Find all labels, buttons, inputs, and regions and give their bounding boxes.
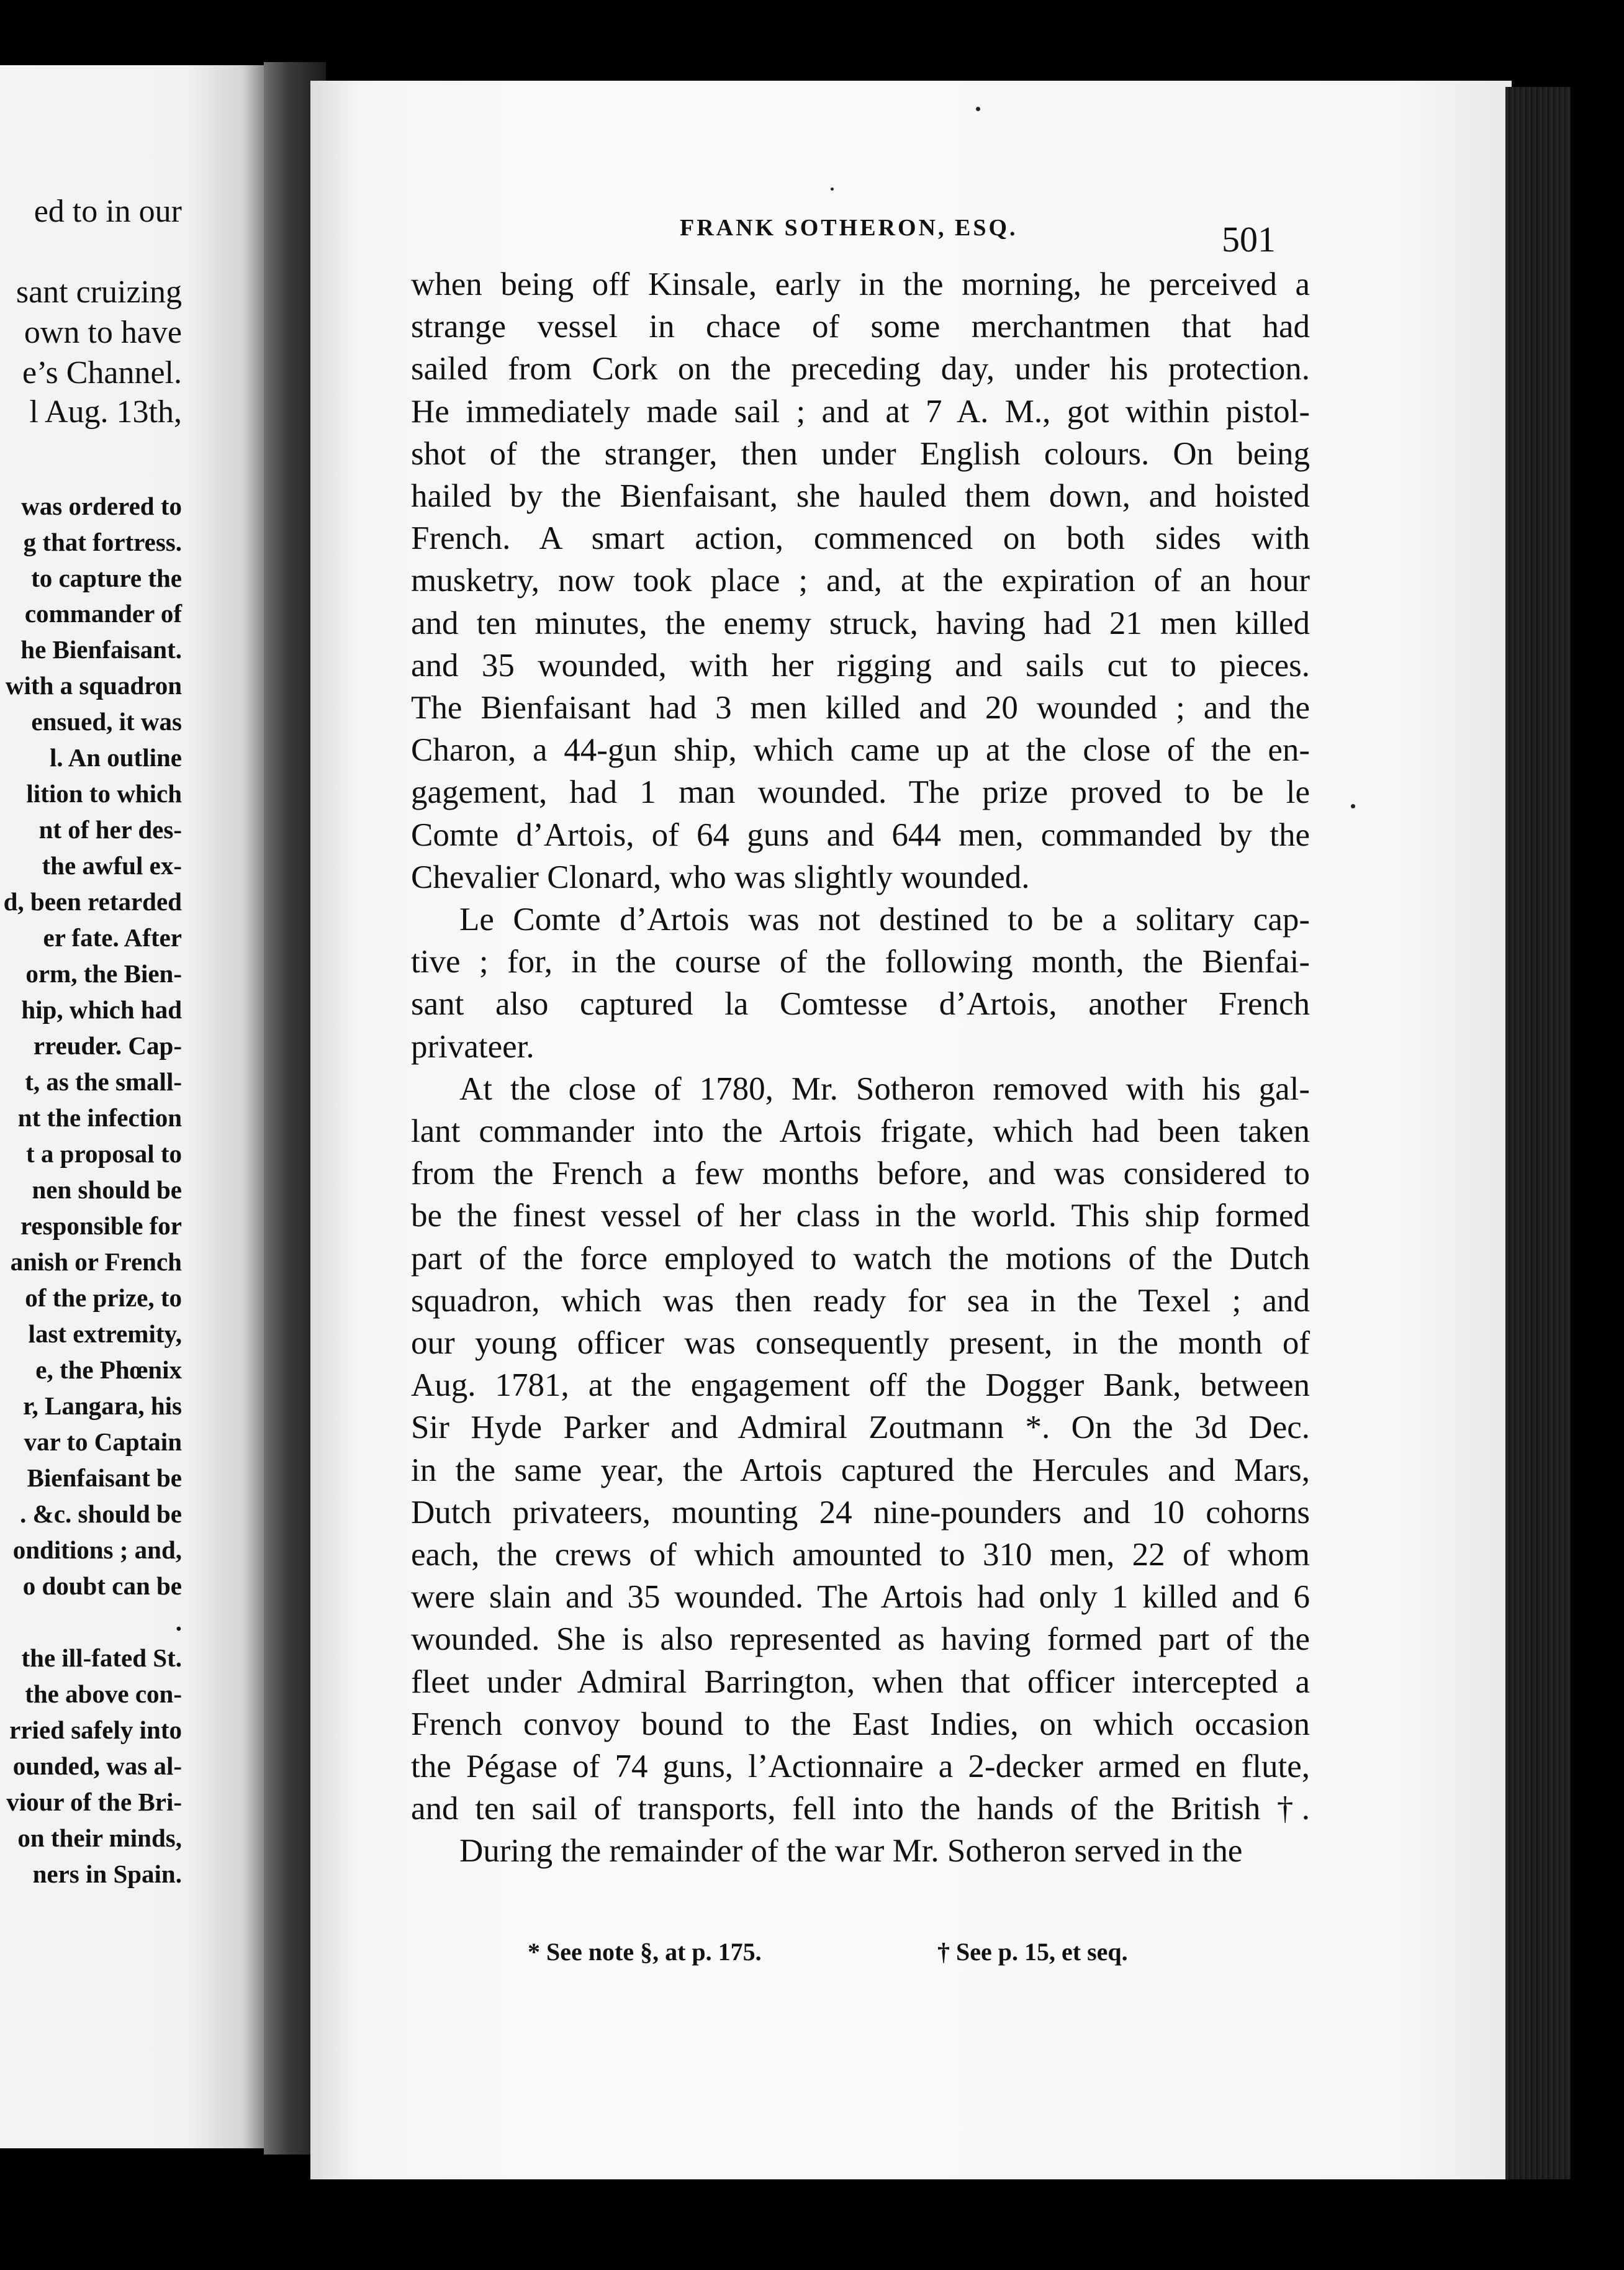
body-line: shot of the stranger, then under English colours. On being [411, 435, 1310, 472]
left-page-line: e, the Phœnix [35, 1355, 182, 1384]
left-page-line: viour of the Bri- [6, 1788, 182, 1816]
body-line: Chevalier Clonard, who was slightly wounded. [411, 859, 1030, 895]
left-page-line: the awful ex- [42, 851, 182, 880]
left-page-line: g that fortress. [23, 528, 182, 556]
ink-speck [831, 188, 834, 191]
body-line: and ten sail of transports, fell into the hands of the British †. [411, 1791, 1310, 1827]
body-line: Charon, a 44-gun ship, which came up at the close of the en- [411, 732, 1310, 769]
body-line: be the finest vessel of her class in the world. This ship formed [411, 1198, 1310, 1234]
body-line: each, the crews of which amounted to 310 men, 22 of whom [411, 1537, 1310, 1573]
left-page-line: nen should be [32, 1175, 182, 1204]
body-line: The Bienfaisant had 3 men killed and 20 wounded ; and the [411, 690, 1310, 726]
left-page-line: the ill-fated St. [21, 1644, 182, 1672]
body-line: our young officer was consequently present, in the month of [411, 1325, 1310, 1361]
left-page-line: with a squadron [5, 671, 182, 700]
left-page-line: l. An outline [49, 743, 182, 772]
left-page-line: d, been retarded [3, 887, 182, 916]
left-page-line: orm, the Bien- [25, 959, 182, 988]
left-page-line: nt of her des- [38, 815, 182, 844]
body-line: musketry, now took place ; and, at the expiration of an hour [411, 563, 1310, 599]
left-page-line: anish or French [10, 1247, 182, 1276]
left-page-line: Bienfaisant be [27, 1463, 182, 1492]
left-page-line: t a proposal to [26, 1139, 182, 1168]
body-line: and ten minutes, the enemy struck, having had 21 men killed [411, 605, 1310, 641]
body-line: strange vessel in chace of some merchantmen that had [411, 309, 1310, 345]
left-page-line: ounded, was al- [12, 1752, 182, 1780]
body-line: gagement, had 1 man wounded. The prize proved to be le [411, 774, 1310, 811]
left-page-line: e’s Channel. [22, 355, 182, 391]
left-page-line: ensued, it was [31, 707, 182, 736]
body-line: privateer. [411, 1028, 535, 1065]
left-page-line: lition to which [26, 779, 182, 808]
body-line: from the French a few months before, and was considered to [411, 1155, 1310, 1192]
footnote-2: † See p. 15, et seq. [937, 1938, 1128, 1966]
left-page-line: commander of [24, 599, 182, 628]
body-line: He immediately made sail ; and at 7 A. M., got within pistol- [411, 393, 1310, 430]
body-line: the Pégase of 74 guns, l’Actionnaire a 2-decker armed en flute, [411, 1748, 1310, 1784]
left-page-line: was ordered to [21, 492, 182, 520]
left-page-line: last extremity, [28, 1319, 182, 1348]
body-line: and 35 wounded, with her rigging and sails cut to pieces. [411, 647, 1310, 684]
body-line: part of the force employed to watch the motions of the Dutch [411, 1240, 1310, 1277]
left-page-line: rried safely into [9, 1716, 182, 1744]
running-header: FRANK SOTHERON, ESQ. [680, 215, 1018, 241]
left-page-line: var to Captain [24, 1427, 182, 1456]
left-page-line: l Aug. 13th, [29, 394, 182, 430]
left-page-line: . &c. should be [20, 1499, 182, 1528]
body-line: wounded. She is also represented as having formed part of the [411, 1621, 1310, 1658]
left-page-line: on their minds, [17, 1824, 182, 1852]
left-page-line: ners in Spain. [32, 1860, 182, 1888]
body-line: sailed from Cork on the preceding day, under his protection. [411, 351, 1310, 387]
left-page-line: nt the infection [17, 1103, 182, 1132]
body-line: tive ; for, in the course of the following month, the Bienfai- [411, 944, 1310, 980]
ink-speck [1351, 804, 1355, 808]
body-line: Aug. 1781, at the engagement off the Dogger Bank, between [411, 1367, 1310, 1404]
body-line: Le Comte d’Artois was not destined to be a solitary cap- [459, 902, 1310, 938]
left-page-line: r, Langara, his [23, 1391, 182, 1420]
body-line: when being off Kinsale, early in the morning, he perceived a [411, 266, 1310, 302]
body-line: Sir Hyde Parker and Admiral Zoutmann *. On the 3d Dec. [411, 1409, 1310, 1446]
ink-speck [976, 107, 980, 111]
body-line: Dutch privateers, mounting 24 nine-pounders and 10 cohorns [411, 1494, 1310, 1531]
left-page-line: responsible for [20, 1211, 182, 1240]
left-page-line: hip, which had [21, 995, 182, 1024]
left-page-line: er fate. After [43, 923, 182, 952]
body-line: sant also captured la Comtesse d’Artois, another French [411, 986, 1310, 1023]
page-number: 501 [1222, 219, 1276, 260]
left-page-line: own to have [24, 315, 182, 350]
left-page-line: . [175, 1608, 182, 1636]
footnote-1: * See note §, at p. 175. [528, 1938, 762, 1966]
body-line: squadron, which was then ready for sea in the Texel ; and [411, 1282, 1310, 1319]
body-line: were slain and 35 wounded. The Artois had only 1 killed and 6 [411, 1579, 1310, 1616]
body-line: hailed by the Bienfaisant, she hauled them down, and hoisted [411, 478, 1310, 514]
left-page-line: the above con- [25, 1680, 182, 1708]
left-page-line: sant cruizing [16, 274, 182, 310]
left-page-line: o doubt can be [22, 1571, 182, 1600]
left-page-line: of the prize, to [25, 1283, 182, 1312]
left-page-line: to capture the [31, 564, 182, 592]
body-line: Comte d’Artois, of 64 guns and 644 men, commanded by the [411, 816, 1310, 853]
left-page-line: rreuder. Cap- [33, 1031, 182, 1060]
body-line: in the same year, the Artois captured the Hercules and Mars, [411, 1452, 1310, 1488]
left-page-line: ed to in our [34, 194, 182, 229]
body-line: During the remainder of the war Mr. Sotheron served in the [459, 1833, 1243, 1870]
body-line: At the close of 1780, Mr. Sotheron removed with his gal- [459, 1070, 1310, 1107]
body-line: French. A smart action, commenced on both sides with [411, 520, 1310, 557]
left-page-line: onditions ; and, [12, 1535, 182, 1564]
body-line: lant commander into the Artois frigate, which had been taken [411, 1113, 1310, 1149]
book-page-edges [1505, 87, 1571, 2179]
left-page [0, 65, 264, 2148]
left-page-line: t, as the small- [25, 1067, 182, 1096]
body-line: fleet under Admiral Barrington, when that officer intercepted a [411, 1663, 1310, 1700]
left-page-line: he Bienfaisant. [20, 635, 182, 664]
body-line: French convoy bound to the East Indies, on which occasion [411, 1706, 1310, 1742]
